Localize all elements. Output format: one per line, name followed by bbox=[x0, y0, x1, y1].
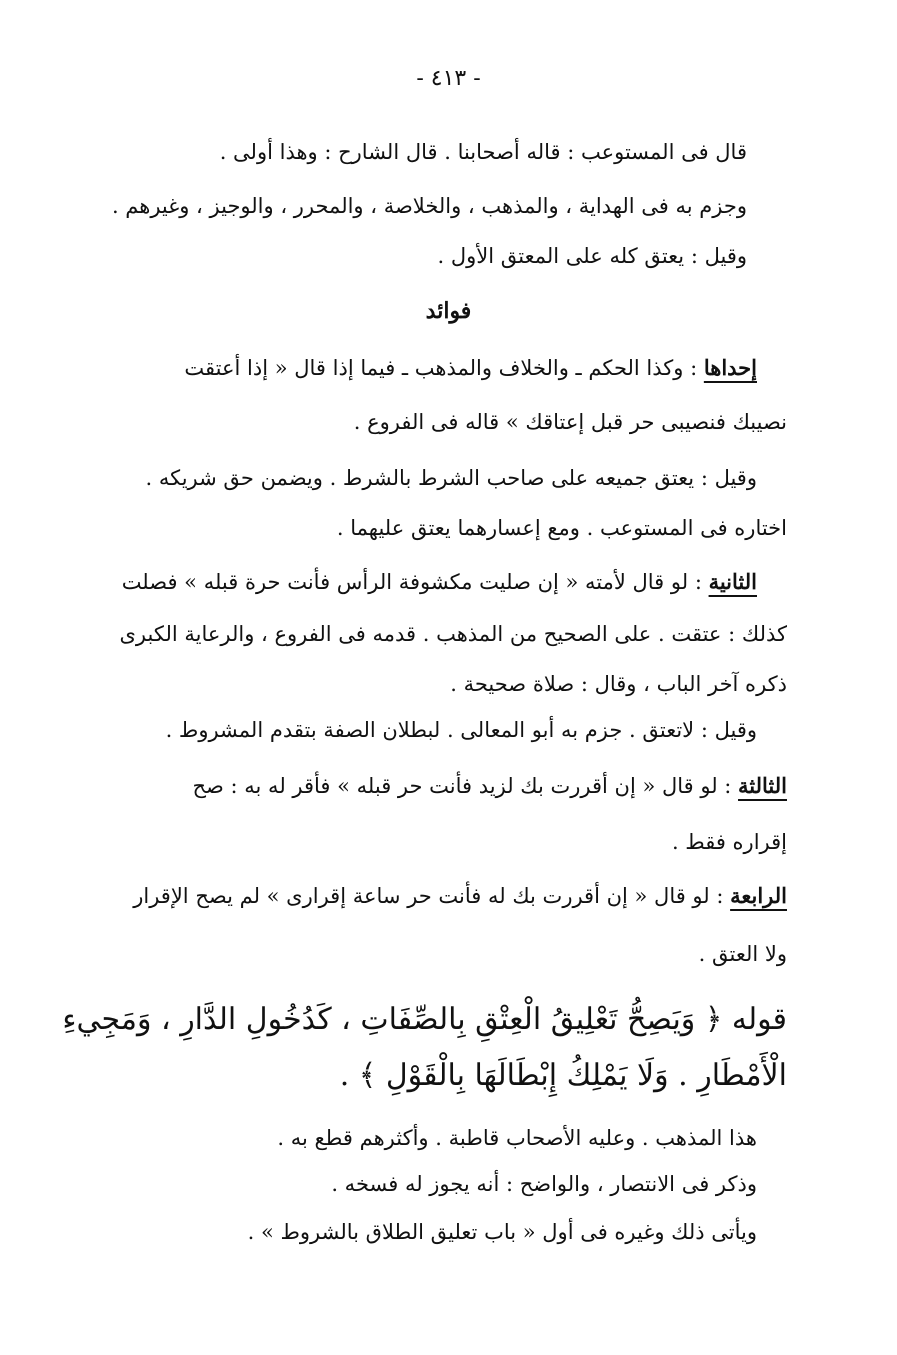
section-heading: فوائد bbox=[425, 298, 472, 324]
paragraph-line: كذلك : عتقت . على الصحيح من المذهب . قدمه فى الفروع ، والرعاية الكبرى bbox=[119, 622, 787, 646]
text-line: وذكر فى الانتصار ، والواضح : أنه يجوز له فسخه . bbox=[331, 1172, 757, 1196]
item-text: : وكذا الحكم ـ والخلاف والمذهب ـ فيما إذا قال « إذا أعتقت bbox=[184, 356, 704, 380]
item-label: إحداها bbox=[703, 355, 757, 380]
quoted-text-line: الْأَمْطَارِ . وَلَا يَمْلِكُ إِبْطَالَهَا بِالْقَوْلِ ﴾ . bbox=[339, 1058, 787, 1093]
paragraph-line: ولا العتق . bbox=[698, 942, 787, 966]
paragraph-line: ذكره آخر الباب ، وقال : صلاة صحيحة . bbox=[450, 672, 787, 696]
text-line: وجزم به فى الهداية ، والمذهب ، والخلاصة ، والمحرر ، والوجيز ، وغيرهم . bbox=[111, 194, 747, 218]
item-text: : لو قال لأمته « إن صليت مكشوفة الرأس فأنت حرة قبله » فصلت bbox=[121, 570, 709, 594]
paragraph-line bbox=[192, 772, 787, 800]
item-label: الثالثة bbox=[738, 773, 787, 798]
item-text: : لو قال « إن أقررت بك له فأنت حر ساعة إقرارى » لم يصح الإقرار bbox=[133, 884, 731, 908]
page-number: - ٤١٣ - bbox=[416, 66, 481, 91]
paragraph-line bbox=[184, 354, 757, 382]
paragraph-line: وقيل : يعتق جميعه على صاحب الشرط بالشرط . ويضمن حق شريكه . bbox=[145, 466, 757, 490]
paragraph-line: نصيبك فنصيبى حر قبل إعتاقك » قاله فى الفروع . bbox=[353, 410, 787, 434]
text-line: وقيل : يعتق كله على المعتق الأول . bbox=[437, 244, 747, 268]
paragraph-line: وقيل : لاتعتق . جزم به أبو المعالى . لبطلان الصفة بتقدم المشروط . bbox=[165, 718, 757, 742]
item-label: الرابعة bbox=[730, 883, 787, 908]
item-label: الثانية bbox=[708, 569, 757, 594]
item-text: : لو قال « إن أقررت بك لزيد فأنت حر قبله » فأقر له به : صح bbox=[192, 774, 739, 798]
paragraph-line bbox=[122, 568, 757, 596]
paragraph-line bbox=[133, 882, 787, 910]
text-line: ويأتى ذلك وغيره فى أول « باب تعليق الطلاق بالشروط » . bbox=[247, 1220, 757, 1244]
paragraph-line: اختاره فى المستوعب . ومع إعسارهما يعتق عليهما . bbox=[336, 516, 787, 540]
text-line: هذا المذهب . وعليه الأصحاب قاطبة . وأكثرهم قطع به . bbox=[277, 1126, 757, 1150]
text-line: قال فى المستوعب : قاله أصحابنا . قال الشارح : وهذا أولى . bbox=[219, 140, 747, 164]
paragraph-line: إقراره فقط . bbox=[671, 830, 787, 854]
quoted-text-line: قوله ﴿ وَيَصِحُّ تَعْلِيقُ الْعِتْقِ بِالصِّفَاتِ ، كَدُخُولِ الدَّارِ ، وَمَجِيءِ bbox=[62, 1002, 787, 1037]
